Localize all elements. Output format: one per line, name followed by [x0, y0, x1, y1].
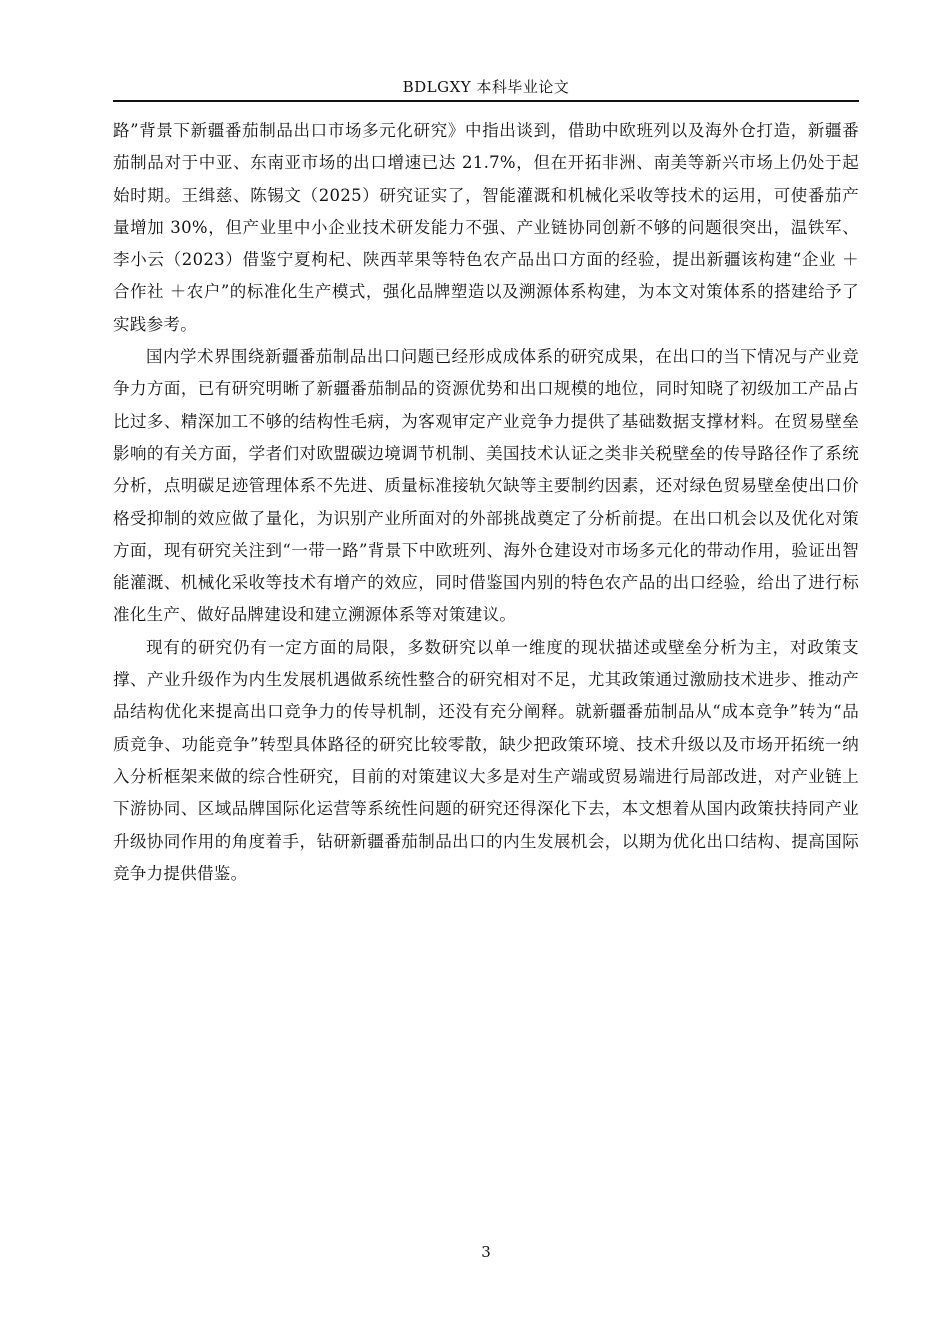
- header-rule: [113, 100, 859, 102]
- paragraph-literature-summary: 国内学术界围绕新疆番茄制品出口问题已经形成成体系的研究成果，在出口的当下情况与产业竞争力方面，已有研究明晰了新疆番茄制品的资源优势和出口规模的地位，同时知晓了初级加工产品占比过多、精深加工不够的结构性毛病，为客观审定产业竞争力提供了基础数据支撑材料。在贸易壁垒影响的有关方面，学者们对欧盟碳边境调节机制、美国技术认证之类非关税壁垒的传导路径作了系统分析，点明碳足迹管理体系不先进、质量标准接轨欠缺等主要制约因素，还对绿色贸易壁垒使出口价格受抑制的效应做了量化，为识别产业所面对的外部挑战奠定了分析前提。在出口机会以及优化对策方面，现有研究关注到“一带一路”背景下中欧班列、海外仓建设对市场多元化的带动作用，验证出智能灌溉、机械化采收等技术有增产的效应，同时借鉴国内别的特色农产品的出口经验，给出了进行标准化生产、做好品牌建设和建立溯源体系等对策建议。: [113, 347, 859, 625]
- paragraph-research-limitations: 现有的研究仍有一定方面的局限，多数研究以单一维度的现状描述或壁垒分析为主，对政策支撑、产业升级作为内生发展机遇做系统性整合的研究相对不足，尤其政策通过激励技术进步、推动产品结构优化来提高出口竞争力的传导机制，还没有充分阐释。就新疆番茄制品从“成本竞争”转为“品质竞争、功能竞争”转型具体路径的研究比较零散，缺少把政策环境、技术升级以及市场开拓统一纳入分析框架来做的综合性研究，目前的对策建议大多是对生产端或贸易端进行局部改进，对产业链上下游协同、区域品牌国际化运营等系统性问题的研究还得深化下去，本文想着从国内政策扶持同产业升级协同作用的角度着手，钻研新疆番茄制品出口的内生发展机会，以期为优化出口结构、提高国际竞争力提供借鉴。: [113, 637, 859, 883]
- paragraph-continued: 路”背景下新疆番茄制品出口市场多元化研究》中指出谈到，借助中欧班列以及海外仓打造，新疆番茄制品对于中亚、东南亚市场的出口增速已达 21.7%，但在开拓非洲、南美等新兴市场上仍处于起始时期。王缉慈、陈锡文（2025）研究证实了，智能灌溉和机械化采收等技术的运用，可使番茄产量增加 30%，但产业里中小企业技术研发能力不强、产业链协同创新不够的问题很突出，温铁军、李小云（2023）借鉴宁夏枸杞、陕西苹果等特色农产品出口方面的经验，提出新疆该构建“企业 ＋合作社 ＋农户”的标准化生产模式，强化品牌塑造以及溯源体系构建，为本文对策体系的搭建给予了实践参考。: [113, 121, 859, 334]
- running-header: BDLGXY 本科毕业论文: [402, 78, 570, 96]
- body-text: [113, 115, 859, 890]
- page-number: 3: [481, 1243, 491, 1261]
